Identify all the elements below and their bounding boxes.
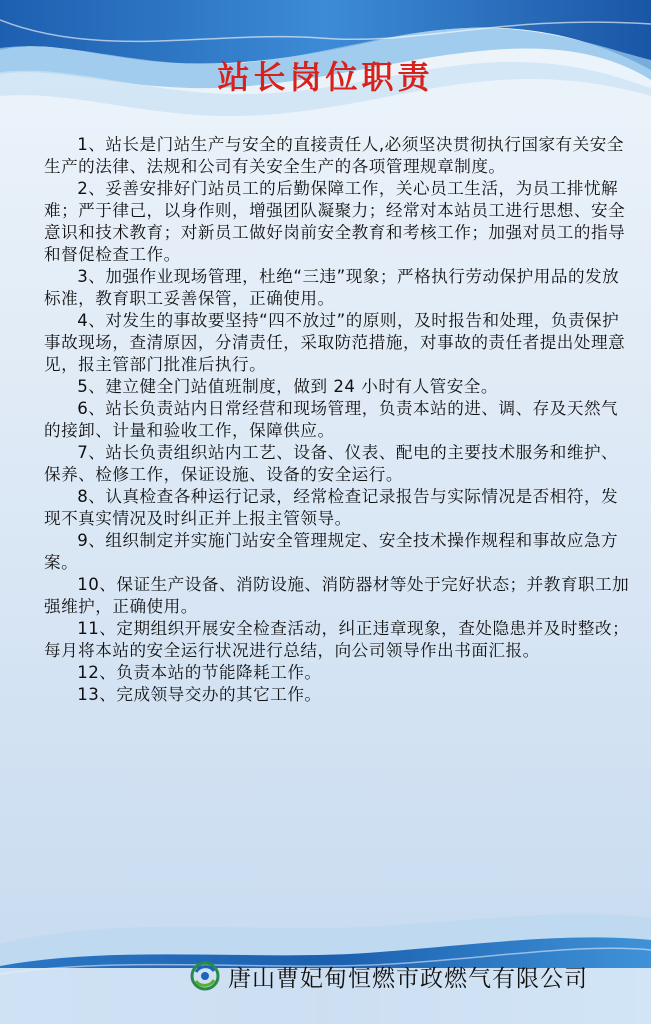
duty-item: 7、站长负责组织站内工艺、设备、仪表、配电的主要技术服务和维护、保养、检修工作，保证设施、设备的安全运行。	[44, 443, 619, 484]
duty-item: 1、站长是门站生产与安全的直接责任人,必须坚决贯彻执行国家有关安全生产的法律、法规和公司有关安全生产的各项管理规章制度。	[44, 135, 624, 176]
duty-item: 9、组织制定并实施门站安全管理规定、安全技术操作规程和事故应急方案。	[44, 531, 619, 572]
company-footer	[190, 956, 588, 996]
duty-item: 5、建立健全门站值班制度，做到 24 小时有人管安全。	[77, 377, 498, 396]
duty-item: 11、定期组织开展安全检查活动，纠正违章现象，查处隐患并及时整改；每月将本站的安全运行状况进行总结，向公司领导作出书面汇报。	[44, 619, 630, 660]
duty-item: 8、认真检查各种运行记录，经常检查记录报告与实际情况是否相符，发现不真实情况及时纠正并上报主管领导。	[44, 487, 619, 528]
duty-list	[44, 134, 632, 706]
duty-item: 6、站长负责站内日常经营和现场管理，负责本站的进、调、存及天然气的接卸、计量和验收工作，保障供应。	[44, 399, 619, 440]
duty-item: 13、完成领导交办的其它工作。	[77, 685, 322, 704]
duty-item: 3、加强作业现场管理，杜绝“三违”现象；严格执行劳动保护用品的发放标准，教育职工妥善保管，正确使用。	[44, 267, 620, 308]
duty-item: 2、妥善安排好门站员工的后勤保障工作，关心员工生活，为员工排忧解难；严于律己，以身作则，增强团队凝聚力；经常对本站员工进行思想、安全意识和技术教育；对新员工做好岗前安全教育和考核工作；加强对员工的指导和督促检查工作。	[44, 179, 626, 264]
company-name: 唐山曹妃甸恒燃市政燃气有限公司	[228, 965, 588, 992]
page-title: 站长岗位职责	[217, 58, 434, 96]
duty-item: 4、对发生的事故要坚持“四不放过”的原则，及时报告和处理，负责保护事故现场，查清原因，分清责任，采取防范措施，对事故的责任者提出处理意见，报主管部门批准后执行。	[44, 311, 626, 374]
duty-item: 12、负责本站的节能降耗工作。	[77, 663, 322, 682]
company-logo-icon	[190, 961, 220, 991]
duty-item: 10、保证生产设备、消防设施、消防器材等处于完好状态；并教育职工加强维护，正确使用。	[44, 575, 630, 616]
